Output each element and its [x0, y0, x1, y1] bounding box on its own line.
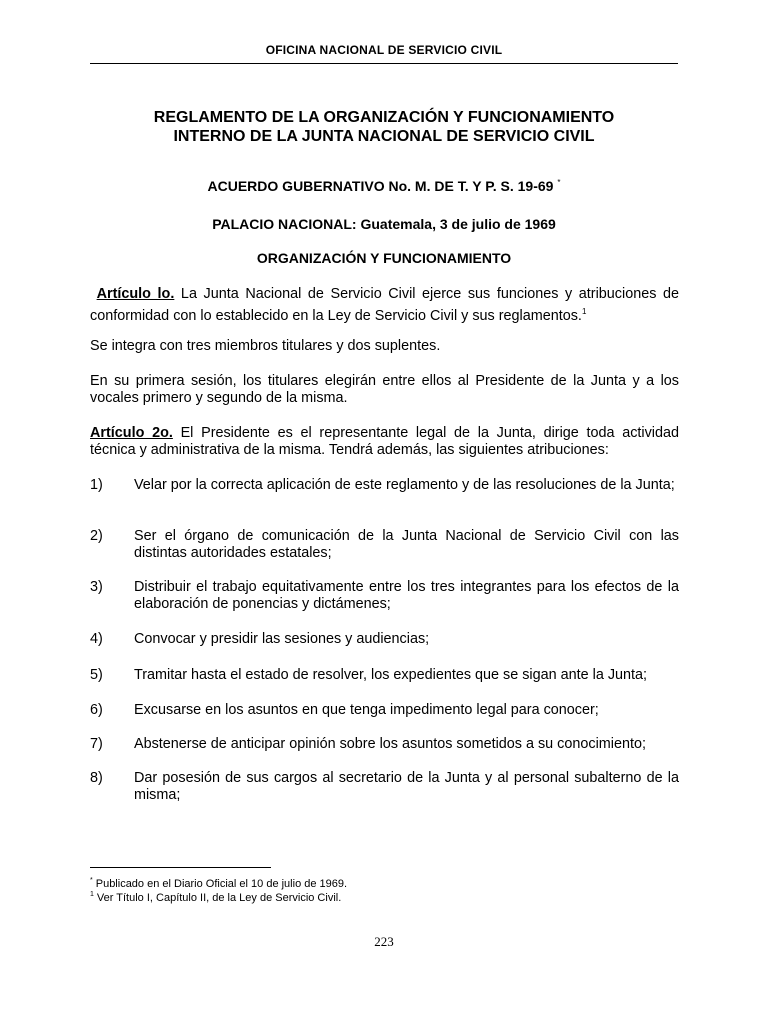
- footnote-text: Ver Título I, Capítulo II, de la Ley de Servicio Civil.: [96, 892, 342, 904]
- list-item-text: Ser el órgano de comunicación de la Junta Nacional de Servicio Civil con las distintas autoridades estatales;: [134, 528, 679, 561]
- section-heading: ORGANIZACIÓN Y FUNCIONAMIENTO: [256, 250, 512, 266]
- sesion-paragraph: En su primera sesión, los titulares elegirán entre ellos al Presidente de la Junta y a los vocales primero y segundo de la misma.: [90, 373, 679, 406]
- document-title: [90, 108, 678, 146]
- list-item-number: 3): [90, 579, 103, 595]
- palacio-line: PALACIO NACIONAL: Guatemala, 3 de julio de 1969: [212, 216, 556, 232]
- list-item-number: 5): [90, 667, 103, 683]
- list-item-text: Tramitar hasta el estado de resolver, los expedientes que se sigan ante la Junta;: [134, 667, 648, 683]
- article-2-label: Artículo 2o.: [90, 425, 173, 441]
- list-item-number: 4): [90, 631, 103, 647]
- article-1-label: Artículo lo.: [96, 286, 175, 302]
- header-divider: [90, 63, 678, 64]
- article-1-footnote-mark: 1: [581, 307, 587, 316]
- article-1-paragraph: [90, 286, 679, 325]
- list-item-text: Abstenerse de anticipar opinión sobre los asuntos sometidos a su conocimiento;: [134, 736, 646, 752]
- list-item-text: Velar por la correcta aplicación de este reglamento y de las resoluciones de la Junta;: [134, 477, 675, 493]
- list-item-number: 7): [90, 736, 103, 752]
- integra-paragraph: Se integra con tres miembros titulares y dos suplentes.: [90, 338, 441, 354]
- list-item-text: Excusarse en los asuntos en que tenga impedimento legal para conocer;: [134, 702, 599, 718]
- article-1-text: La Junta Nacional de Servicio Civil ejerce sus funciones y atribuciones de conformidad con lo establecido en la Ley de Servicio Civil y sus reglamentos.: [90, 286, 679, 324]
- list-item-number: 8): [90, 770, 103, 786]
- running-header: OFICINA NACIONAL DE SERVICIO CIVIL: [265, 43, 503, 57]
- list-item-number: 2): [90, 528, 103, 544]
- page-number: 223: [374, 934, 394, 949]
- footnote-text: Publicado en el Diario Oficial el 10 de julio de 1969.: [95, 878, 348, 890]
- footnote-mark: 1: [90, 891, 94, 898]
- list-item-text: Distribuir el trabajo equitativamente entre los tres integrantes para los efectos de la elaboración de ponencias y dictámenes;: [134, 579, 679, 612]
- acuerdo-text: ACUERDO GUBERNATIVO No. M. DE T. Y P. S. 19-69: [207, 178, 554, 194]
- article-2-paragraph: [90, 425, 679, 459]
- list-item-number: 6): [90, 702, 103, 718]
- list-item-text: Dar posesión de sus cargos al secretario de la Junta y al personal subalterno de la misma;: [134, 770, 679, 803]
- acuerdo-footnote-mark: *: [557, 178, 561, 187]
- article-2-text: El Presidente es el representante legal de la Junta, dirige toda actividad técnica y administrativa de la misma. Tendrá además, las siguientes atribuciones:: [90, 425, 680, 458]
- list-item-text: Convocar y presidir las sesiones y audiencias;: [134, 631, 430, 647]
- title-line-1: REGLAMENTO DE LA ORGANIZACIÓN Y FUNCIONAMIENTO: [153, 109, 615, 126]
- title-line-2: INTERNO DE LA JUNTA NACIONAL DE SERVICIO CIVIL: [173, 128, 595, 145]
- acuerdo-line: [90, 178, 678, 194]
- footnote-divider: [90, 867, 271, 868]
- footnote-mark: *: [90, 877, 93, 884]
- list-item-number: 1): [90, 477, 103, 493]
- footnote-item: [90, 888, 678, 905]
